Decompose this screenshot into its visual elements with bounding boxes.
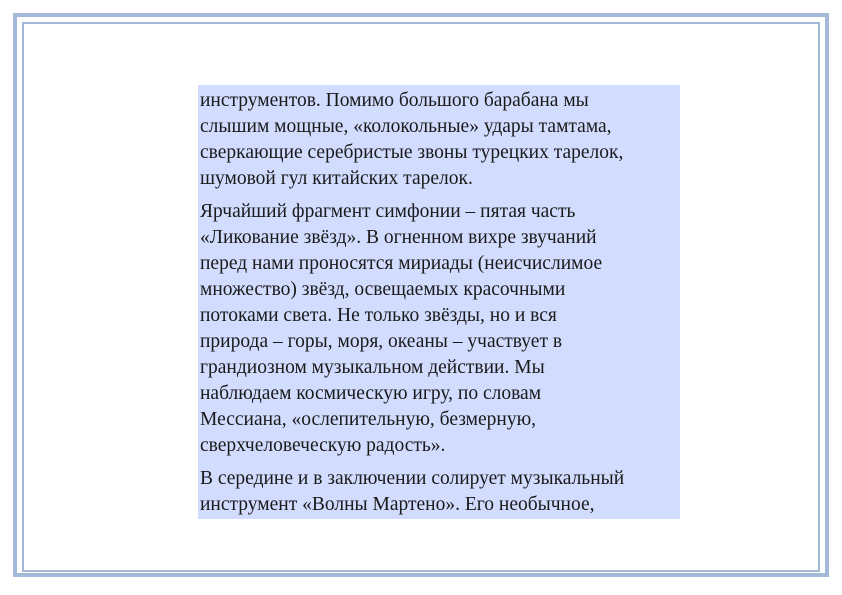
text-line: сверхчеловеческую радость».: [200, 435, 446, 456]
text-line: перед нами проносятся мириады (неисчислимое: [200, 253, 603, 274]
text-line: множество) звёзд, освещаемых красочными: [200, 279, 566, 300]
text-line: Мессиана, «ослепительную, безмерную,: [200, 409, 537, 430]
text-block: [198, 85, 680, 519]
paragraph-2: [200, 199, 680, 459]
text-line: потоками света. Не только звёзды, но и вся: [200, 305, 557, 326]
text-line: «Ликование звёзд». В огненном вихре звучаний: [200, 227, 597, 248]
text-line: природа – горы, моря, океаны – участвует в: [200, 331, 563, 352]
text-line: инструмент «Волны Мартено». Его необычное,: [200, 494, 595, 515]
text-line: слышим мощные, «колокольные» удары тамтама,: [200, 116, 612, 137]
paragraph-3: [200, 466, 680, 518]
text-line: В середине и в заключении солирует музыкальный: [200, 468, 625, 489]
text-line: наблюдаем космическую игру, по словам: [200, 383, 542, 404]
text-line: инструментов. Помимо большого барабана мы: [200, 90, 589, 111]
text-line: Ярчайший фрагмент симфонии – пятая часть: [200, 201, 576, 222]
text-line: сверкающие серебристые звоны турецких тарелок,: [200, 142, 624, 163]
paragraph-1: [200, 88, 680, 192]
text-line: шумовой гул китайских тарелок.: [200, 168, 473, 189]
text-line: грандиозном музыкальном действии. Мы: [200, 357, 545, 378]
